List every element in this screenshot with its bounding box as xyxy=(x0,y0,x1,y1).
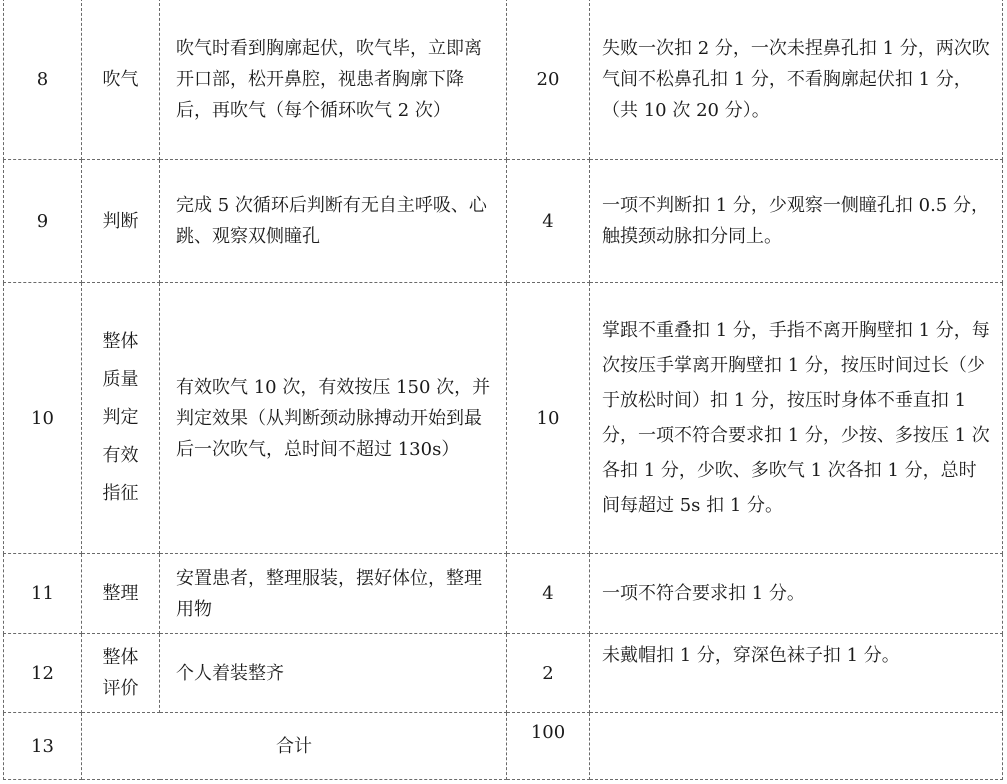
operation-requirement: 个人着装整齐 xyxy=(160,634,507,713)
total-score: 100 xyxy=(507,713,590,780)
row-number: 8 xyxy=(4,0,82,160)
item-name xyxy=(82,160,160,283)
item-name xyxy=(82,554,160,634)
item-score: 4 xyxy=(507,554,590,634)
deduction-rule: 一项不判断扣 1 分，少观察一侧瞳孔扣 0.5 分，触摸颈动脉扣分同上。 xyxy=(590,160,1003,283)
item-label: 整体评价 xyxy=(102,647,139,699)
operation-requirement: 安置患者，整理服装，摆好体位，整理用物 xyxy=(160,554,507,634)
item-name xyxy=(82,0,160,160)
item-score: 20 xyxy=(507,0,590,160)
item-score: 10 xyxy=(507,283,590,554)
table-row xyxy=(4,283,1003,554)
table-row xyxy=(4,634,1003,713)
item-label: 整体质量判定有效指征 xyxy=(102,331,139,504)
table-row xyxy=(4,554,1003,634)
table-row-total xyxy=(4,713,1003,780)
row-number: 9 xyxy=(4,160,82,283)
item-label: 判断 xyxy=(102,210,139,232)
item-name xyxy=(82,634,160,713)
item-score: 2 xyxy=(507,634,590,713)
deduction-rule: 未戴帽扣 1 分，穿深色袜子扣 1 分。 xyxy=(590,634,1003,713)
total-deduction xyxy=(590,713,1003,780)
scoring-table xyxy=(3,0,1003,780)
item-score: 4 xyxy=(507,160,590,283)
operation-requirement: 吹气时看到胸廓起伏，吹气毕，立即离开口部，松开鼻腔，视患者胸廓下降后，再吹气（每个循环吹气 2 次） xyxy=(160,0,507,160)
row-number: 12 xyxy=(4,634,82,713)
deduction-rule: 掌跟不重叠扣 1 分，手指不离开胸壁扣 1 分，每次按压手掌离开胸壁扣 1 分，按压时间过长（少于放松时间）扣 1 分，按压时身体不垂直扣 1 分，一项不符合要求扣 1 分，少按、多按压 1 次各扣 1 分，少吹、多吹气 1 次各扣 1 分，总时间每超过 5s 扣 1 分。 xyxy=(590,283,1003,554)
row-number: 10 xyxy=(4,283,82,554)
operation-requirement: 有效吹气 10 次，有效按压 150 次，并判定效果（从判断颈动脉搏动开始到最后一次吹气，总时间不超过 130s） xyxy=(160,283,507,554)
deduction-rule: 失败一次扣 2 分，一次未捏鼻孔扣 1 分，两次吹气间不松鼻孔扣 1 分，不看胸廓起伏扣 1 分，（共 10 次 20 分）。 xyxy=(590,0,1003,160)
item-name xyxy=(82,283,160,554)
item-label: 整理 xyxy=(102,583,139,604)
table-row xyxy=(4,160,1003,283)
total-label: 合计 xyxy=(82,713,507,780)
row-number: 13 xyxy=(4,713,82,780)
row-number: 11 xyxy=(4,554,82,634)
item-label: 吹气 xyxy=(102,68,139,90)
operation-requirement: 完成 5 次循环后判断有无自主呼吸、心跳、观察双侧瞳孔 xyxy=(160,160,507,283)
table-row xyxy=(4,0,1003,160)
deduction-rule: 一项不符合要求扣 1 分。 xyxy=(590,554,1003,634)
